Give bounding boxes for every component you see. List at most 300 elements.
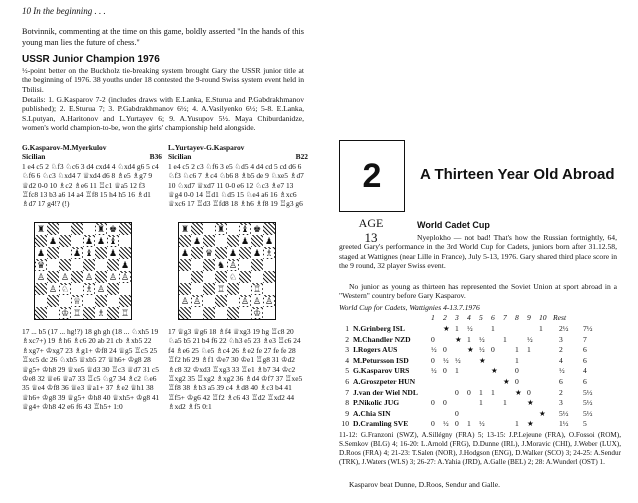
table-cell-total: 7 [583, 334, 587, 344]
board-square [71, 271, 83, 283]
table-cell: ½ [443, 355, 449, 365]
game2-column [168, 143, 308, 209]
table-cell: 1 [479, 398, 483, 408]
table-cell: ★ [479, 355, 486, 365]
board-square [179, 307, 191, 319]
world-cadet-body-2: No junior as young as thirteen has represented the Soviet Union at sport abroad in a "Western" country before Gary Kasparov. [339, 282, 617, 301]
section-body: ½-point better on the Buckholz tie-breaking system brought Gary the USSR junior title at the beginning of 1976. 38 youths under 18 contested the 9-round Swiss system event held in Tbilisi. [22, 66, 304, 94]
table-cell-total: 4 [583, 366, 587, 376]
board-square [191, 271, 203, 283]
game2-opening-line [168, 152, 308, 161]
world-cadet-heading: World Cadet Cup [417, 220, 490, 230]
table-cell: ½ [479, 419, 485, 429]
chess-piece-icon: ♙ [252, 295, 262, 306]
board-square [203, 295, 215, 307]
table-row-rank: 8 [345, 398, 349, 408]
board-square [251, 283, 263, 295]
board-square [251, 235, 263, 247]
chess-piece-icon: ♚ [108, 223, 118, 234]
chess-piece-icon: ♟ [264, 235, 274, 246]
board-square [179, 223, 191, 235]
chess-piece-icon: ♖ [120, 307, 130, 318]
board-square [227, 247, 239, 259]
table-row-rank: 10 [341, 419, 349, 429]
chess-piece-icon: ♔ [252, 307, 262, 318]
board-square [239, 295, 251, 307]
table-footnote: 11-12: G.Franzoni (SWZ), A.Sillégny (FRA) 5; 13-15: J.P.Lejeune (FRA), O.Fossoi (ROM), S.Semkov (BLG) 4; 16-20: L.Arnold (FRG), D.Dunne (IRL), J.Moravic (CHI), J.Weber (LUX), D.Roos (FRA) 4; 21-23: T.Salen (NOR), J.Hodgson (ENG), D.Walker (SCO) 3; 24-25: A.Sendur (TRK), J.Waters (WLS) 3; 26-27: A.Yahia (JRD), A.Galle (BEL) 2; 28: A.Wunderl (OST) 1. [339, 431, 621, 466]
board-square [107, 259, 119, 271]
chess-piece-icon: ♘ [60, 283, 70, 294]
section-details: Details: 1. G.Kasparov 7-2 (includes draws with E.Lanka, E.Sturua and P.Gabdrakhmanov published); 2. E.Sturua 7; 3. P.Gabdrakhmanov 6½; 4. A.Vasilyenko 6½; 5-8. E.Lanka, S.Lputyan, A.Haritonov and L.Yurtayev 6; 9. A.Yusupov 5½. Maya Chiburdanidze, women's world champion-to-be, won the girls' championship held alongside. [22, 95, 304, 133]
table-column-number: 8 [515, 313, 519, 322]
chess-piece-icon: ♙ [108, 271, 118, 282]
chess-piece-icon: ♙ [240, 295, 250, 306]
table-cell: 1 [515, 419, 519, 429]
crosstable [339, 324, 629, 430]
board-square [251, 307, 263, 319]
table-cell: ★ [503, 376, 510, 386]
table-cell: 0 [515, 366, 519, 376]
board-square [191, 307, 203, 319]
table-cell-rest: 6 [559, 376, 563, 386]
game2-eco: B22 [295, 152, 308, 162]
board-square [227, 223, 239, 235]
game1-players: G.Kasparov-M.Myerkulov [22, 143, 107, 152]
board-square [71, 307, 83, 319]
table-cell: 0 [467, 387, 471, 397]
table-cell: ½ [479, 345, 485, 355]
board-square [83, 235, 95, 247]
board-square [95, 247, 107, 259]
chess-piece-icon: ♔ [60, 307, 70, 318]
table-cell: 0 [527, 387, 531, 397]
board-square [95, 307, 107, 319]
chess-piece-icon: ♟ [192, 235, 202, 246]
chess-piece-icon: ♖ [72, 307, 82, 318]
board-square [239, 235, 251, 247]
board-square [179, 283, 191, 295]
board-square [47, 259, 59, 271]
board-square [215, 247, 227, 259]
board-square [71, 247, 83, 259]
board-square [71, 235, 83, 247]
table-row-player: P.Nikolic JUG [353, 398, 400, 408]
table-cell: 1 [467, 419, 471, 429]
board-square [179, 259, 191, 271]
table-cell: ½ [479, 334, 485, 344]
board-square [107, 283, 119, 295]
chess-piece-icon: ♜ [36, 223, 46, 234]
table-column-number: 1 [431, 313, 435, 322]
table-row-player: I.Rogers AUS [353, 345, 398, 355]
board-square [203, 283, 215, 295]
table-cell: 0 [455, 419, 459, 429]
board-square [227, 259, 239, 271]
board-square [239, 259, 251, 271]
table-row-player: N.Grinberg ISL [353, 324, 405, 333]
chess-piece-icon: ♙ [60, 271, 70, 282]
board-square [263, 283, 275, 295]
table-cell: 1 [455, 324, 459, 333]
table-row [339, 419, 629, 430]
board-square [107, 307, 119, 319]
board-square [263, 223, 275, 235]
board-square [83, 259, 95, 271]
table-row-player: D.Cramling SVE [353, 419, 409, 429]
board-square [83, 247, 95, 259]
table-cell: 0 [443, 398, 447, 408]
board-square [119, 235, 131, 247]
board-square [179, 235, 191, 247]
board-square [251, 259, 263, 271]
table-cell: ½ [527, 334, 533, 344]
board-square [107, 223, 119, 235]
chess-piece-icon: ♘ [228, 271, 238, 282]
table-row-rank: 9 [345, 408, 349, 418]
table-row-player: G.Kasparov URS [353, 366, 410, 376]
board-square [179, 295, 191, 307]
game2-opening: Sicilian [168, 152, 192, 162]
table-cell: 1 [491, 387, 495, 397]
chess-piece-icon: ♜ [96, 223, 106, 234]
chess-piece-icon: ♟ [72, 247, 82, 258]
table-cell: ★ [455, 334, 462, 344]
table-cell-rest: 5½ [559, 408, 569, 418]
table-row-rank: 2 [345, 334, 349, 344]
table-cell: ½ [467, 324, 473, 333]
chess-piece-icon: ♚ [252, 223, 262, 234]
chess-piece-icon: ♝ [108, 235, 118, 246]
game2-moves: 1 e4 c5 2 c3 ♘f6 3 e5 ♘d5 4 d4 cd 5 cd d6 6 ♘f3 ♘c6 7 ♗c4 ♘b6 8 ♗b5 de 9 ♘xe5 ♗d7 10 ♘xd7 ♕xd7 11 0-0 e6 12 ♘c3 ♗e7 13 ♕g4 0-0 14 ♖d1 ♘d5 15 ♘e4 a6 16 ♗xc6 ♕xc6 17 ♖d3 ♖fd8 18 ♗h6 ♗f8 19 ♖g3 g6 [168, 161, 304, 209]
table-row [339, 356, 629, 367]
chess-piece-icon: ♝ [84, 247, 94, 258]
game1-diagram [34, 222, 132, 320]
game1-eco: B36 [149, 152, 162, 162]
table-column-number: Rest [553, 313, 567, 322]
board-square [35, 259, 47, 271]
table-column-number: 6 [491, 313, 495, 322]
table-column-number: 10 [539, 313, 547, 322]
world-cadet-body: Nyeplokho — not bad! That's how the Russian fortnightly, 64, greeted Gary's performance in the 3rd World Cup for Cadets, juniors born after 31.12.58, staged at Wattignes (near Lille in France), July 5-13, 1976. Gary shared third place score in the 9 round, 32 player Swiss event. [339, 233, 617, 271]
table-cell-rest: 2½ [559, 324, 569, 333]
intro-paragraph: Botvinnik, commenting at the time on this game, boldly asserted "In the hands of this young man lies the future of chess." [22, 27, 304, 47]
table-cell: 1 [515, 345, 519, 355]
chess-piece-icon: ♙ [36, 271, 46, 282]
running-head: 10 In the beginning . . . [22, 6, 106, 16]
table-column-number: 9 [527, 313, 531, 322]
board-square [59, 247, 71, 259]
chess-piece-icon: ♟ [240, 235, 250, 246]
table-cell-total: 5½ [583, 387, 593, 397]
table-cell: ★ [491, 366, 498, 376]
table-row-player: A.Chia SIN [353, 408, 391, 418]
board-square [239, 283, 251, 295]
board-square [59, 307, 71, 319]
table-cell: ★ [527, 398, 534, 408]
table-cell: 0 [491, 345, 495, 355]
table-cell: 1 [503, 398, 507, 408]
table-cell: 0 [431, 355, 435, 365]
board-square [71, 295, 83, 307]
board-square [227, 295, 239, 307]
table-row-player: A.Groszpeter HUN [353, 376, 416, 386]
board-square [59, 223, 71, 235]
closing-line: Kasparov beat Dunne, D.Roos, Sendur and Galle. [349, 480, 500, 489]
chess-piece-icon: ♙ [180, 295, 190, 306]
board-square [215, 223, 227, 235]
table-cell: 0 [431, 419, 435, 429]
table-cell-rest: 2 [559, 387, 563, 397]
table-cell-total: 5½ [583, 408, 593, 418]
table-cell: 1 [491, 324, 495, 333]
board-square [227, 307, 239, 319]
table-column-number: 2 [443, 313, 447, 322]
game1-column [22, 143, 162, 209]
table-cell-rest: 2 [559, 345, 563, 355]
board-square [263, 247, 275, 259]
table-row [339, 409, 629, 420]
chess-piece-icon: ♙ [84, 271, 94, 282]
table-column-number: 7 [503, 313, 507, 322]
table-row [339, 388, 629, 399]
board-square [35, 283, 47, 295]
board-square [107, 247, 119, 259]
board-square [59, 271, 71, 283]
table-cell: 1 [515, 355, 519, 365]
table-row [339, 335, 629, 346]
board-square [119, 307, 131, 319]
table-row-player: M.Chandler NZD [353, 334, 411, 344]
table-cell: 0 [455, 387, 459, 397]
table-cell: ½ [443, 419, 449, 429]
board-square [47, 235, 59, 247]
chess-piece-icon: ♟ [228, 247, 238, 258]
board-square [107, 235, 119, 247]
table-cell: ★ [527, 419, 534, 429]
game2-diagram [178, 222, 276, 320]
section-title: USSR Junior Champion 1976 [22, 54, 160, 65]
table-cell: 0 [443, 366, 447, 376]
board-square [215, 307, 227, 319]
chess-piece-icon: ♙ [120, 271, 130, 282]
board-square [251, 271, 263, 283]
table-cell: 0 [455, 408, 459, 418]
board-square [251, 223, 263, 235]
board-square [47, 271, 59, 283]
game2-players: L.Yurtayev-G.Kasparov [168, 143, 245, 152]
board-square [215, 259, 227, 271]
table-cell-rest: 3 [559, 398, 563, 408]
board-square [191, 235, 203, 247]
board-square [239, 271, 251, 283]
table-cell: ★ [539, 408, 546, 418]
board-square [59, 235, 71, 247]
table-cell: 1 [467, 334, 471, 344]
board-square [203, 307, 215, 319]
board-square [203, 247, 215, 259]
board-square [215, 295, 227, 307]
board-square [227, 235, 239, 247]
board-square [83, 223, 95, 235]
game1-opening: Sicilian [22, 152, 46, 162]
board-square [227, 283, 239, 295]
chapter-number-box: 2 [339, 140, 405, 212]
board-square [239, 307, 251, 319]
table-cell: ½ [455, 355, 461, 365]
table-column-number: 4 [467, 313, 471, 322]
chess-piece-icon: ♕ [72, 295, 82, 306]
chess-piece-icon: ♟ [252, 247, 262, 258]
table-row-player: J.van der Wiel NDL [353, 387, 418, 397]
table-cell: ★ [443, 324, 450, 333]
board-square [203, 235, 215, 247]
board-square [203, 271, 215, 283]
table-cell: 1 [479, 387, 483, 397]
age-label: AGE [358, 216, 384, 230]
board-square [119, 223, 131, 235]
board-square [35, 247, 47, 259]
board-square [59, 259, 71, 271]
table-row [339, 398, 629, 409]
table-row-player: M.Petursson ISD [353, 355, 409, 365]
board-square [83, 307, 95, 319]
board-square [179, 271, 191, 283]
board-square [215, 235, 227, 247]
board-square [95, 259, 107, 271]
board-square [251, 295, 263, 307]
table-row [339, 345, 629, 356]
chess-piece-icon: ♙ [192, 295, 202, 306]
chess-piece-icon: ♙ [48, 283, 58, 294]
chess-piece-icon: ♝ [240, 223, 250, 234]
table-row-rank: 1 [345, 324, 349, 333]
board-square [239, 223, 251, 235]
table-caption: World Cup for Cadets, Wattignies 4-13.7.1976 [339, 303, 480, 312]
board-square [215, 271, 227, 283]
table-row-rank: 5 [345, 366, 349, 376]
chess-piece-icon: ♜ [216, 223, 226, 234]
board-square [83, 271, 95, 283]
game1-moves: 1 e4 c5 2 ♘f3 ♘c6 3 d4 cxd4 4 ♘xd4 g6 5 c4 ♘f6 6 ♘c3 ♘xd4 7 ♕xd4 d6 8 ♗e5 ♗g7 9 ♕d2 0-0 10 ♗c2 ♗e6 11 ♖c1 ♕a5 12 f3 ♖fc8 13 b3 a6 14 a4 ♖f8 15 h4 h5 16 ♗d1 ♗d7 17 g4!? (!) [22, 161, 159, 209]
board-square [191, 259, 203, 271]
table-cell-rest: 3 [559, 334, 563, 344]
chess-piece-icon: ♟ [48, 235, 58, 246]
chess-piece-icon: ♜ [180, 223, 190, 234]
board-square [95, 223, 107, 235]
age-value: 13 [364, 230, 378, 245]
chess-piece-icon: ♟ [84, 235, 94, 246]
chess-piece-icon: ♗ [96, 307, 106, 318]
board-square [119, 283, 131, 295]
chess-piece-icon: ♟ [36, 247, 46, 258]
board-square [107, 271, 119, 283]
board-square [263, 271, 275, 283]
table-row [339, 377, 629, 388]
table-cell: ★ [515, 387, 522, 397]
board-square [263, 307, 275, 319]
table-cell: 0 [515, 376, 519, 386]
board-square [59, 283, 71, 295]
board-square [47, 247, 59, 259]
chapter-title: A Thirteen Year Old Abroad [420, 166, 615, 183]
board-square [191, 247, 203, 259]
chess-piece-icon: ♟ [120, 259, 130, 270]
board-square [83, 283, 95, 295]
board-square [71, 223, 83, 235]
table-cell-total: 6 [583, 376, 587, 386]
board-square [83, 295, 95, 307]
board-square [35, 235, 47, 247]
table-row-rank: 7 [345, 387, 349, 397]
table-cell: 1 [539, 324, 543, 333]
chess-piece-icon: ♛ [204, 247, 214, 258]
board-square [47, 307, 59, 319]
table-column-number: 3 [455, 313, 459, 322]
chess-piece-icon: ♞ [216, 259, 226, 270]
board-square [203, 259, 215, 271]
chess-piece-icon: ♖ [252, 283, 262, 294]
board-square [119, 259, 131, 271]
board-square [71, 259, 83, 271]
table-cell-total: 6 [583, 355, 587, 365]
chess-piece-icon: ♙ [96, 283, 106, 294]
chess-piece-icon: ♙ [264, 295, 274, 306]
board-square [95, 295, 107, 307]
table-cell: ★ [467, 345, 474, 355]
board-square [95, 283, 107, 295]
table-cell-rest: ½ [559, 366, 565, 376]
chess-piece-icon: ♗ [84, 283, 94, 294]
board-square [59, 295, 71, 307]
board-square [251, 247, 263, 259]
chess-piece-icon: ♛ [36, 259, 46, 270]
board-square [191, 295, 203, 307]
table-cell-rest: 4 [559, 355, 563, 365]
game1-opening-line [22, 152, 162, 161]
chess-piece-icon: ♟ [96, 235, 106, 246]
table-row-rank: 3 [345, 345, 349, 355]
board-square [119, 271, 131, 283]
table-cell: 0 [431, 334, 435, 344]
chess-piece-icon: ♙ [228, 259, 238, 270]
board-square [263, 259, 275, 271]
board-square [47, 295, 59, 307]
game1-continuation: 17 ... b5 (17 ... hg!?) 18 gh gh (18 ... ♘xh5 19 ♗xc7+) 19 ♗h6 ♗c6 20 ab 21 cb ♗xb5 22 ♗xg7+ ♔xg7 23 ♗g1+ ♔f8 24 ♕g5 ♖c5 25 ♖xc5 dc 26 ♘xb5 ♕xb5 27 ♕h6+ ♔g8 28 ♕g5+ ♔h8 29 ♕xe5 ♕d3 30 ♖c3 ♕d7 31 c5 ♔e8 32 ♕e6 ♕a7 33 ♖c5 ♘g7 34 ♗c2 ♘e6 35 ♕e4 ♔f8 36 ♕e3 ♕a1+ 37 ♗e2 ♕h1 38 ♕h6+ ♔g8 39 ♕g5+ ♔h8 40 ♕xh5+ ♔g8 41 ♕g4+ ♔h8 42 e6 f6 43 ♖h5+ 1:0 [22, 327, 160, 412]
table-cell: 1 [503, 334, 507, 344]
table-cell: ½ [431, 366, 437, 376]
table-cell: ½ [431, 345, 437, 355]
board-square [35, 295, 47, 307]
board-square [35, 223, 47, 235]
chess-piece-icon: ♖ [216, 283, 226, 294]
table-header [339, 313, 629, 323]
table-cell: 1 [527, 345, 531, 355]
board-square [263, 235, 275, 247]
table-row [339, 324, 629, 335]
chess-piece-icon: ♟ [180, 247, 190, 258]
board-square [119, 295, 131, 307]
table-cell-total: 6 [583, 345, 587, 355]
table-cell: 0 [443, 345, 447, 355]
board-square [191, 283, 203, 295]
table-cell-total: 7½ [583, 324, 593, 333]
board-square [107, 295, 119, 307]
table-row [339, 366, 629, 377]
game2-continuation: 17 ♕g3 ♕g6 18 ♗f4 ♕xg3 19 hg ♖c8 20 ♘a5 b5 21 b4 f6 22 ♘h3 e5 23 ♗e3 ♖c6 24 f4 ♗e6 25 ♘e5 ♗c4 26 ♗e2 fe 27 fe fe 28 ♖f2 h6 29 ♗f1 ♔e7 30 ♔e1 ♖g8 31 ♔d2 ♗c8 32 ♔xd3 ♖xg3 33 ♖e1 ♗b7 34 ♔c2 ♖xg2 35 ♖xg2 ♗xg2 36 ♗d4 ♔f7 37 ♖xe5 ♖f8 38 ♗b3 a5 39 c4 ♗d8 40 ♗c3 b4 41 ♖f5+ ♔g6 42 ♖f2 ♗c6 43 ♖d2 ♖xd2 44 ♗xd2 ♗f5 0:1 [168, 327, 303, 412]
board-square [119, 247, 131, 259]
board-square [239, 247, 251, 259]
table-row-rank: 4 [345, 355, 349, 365]
